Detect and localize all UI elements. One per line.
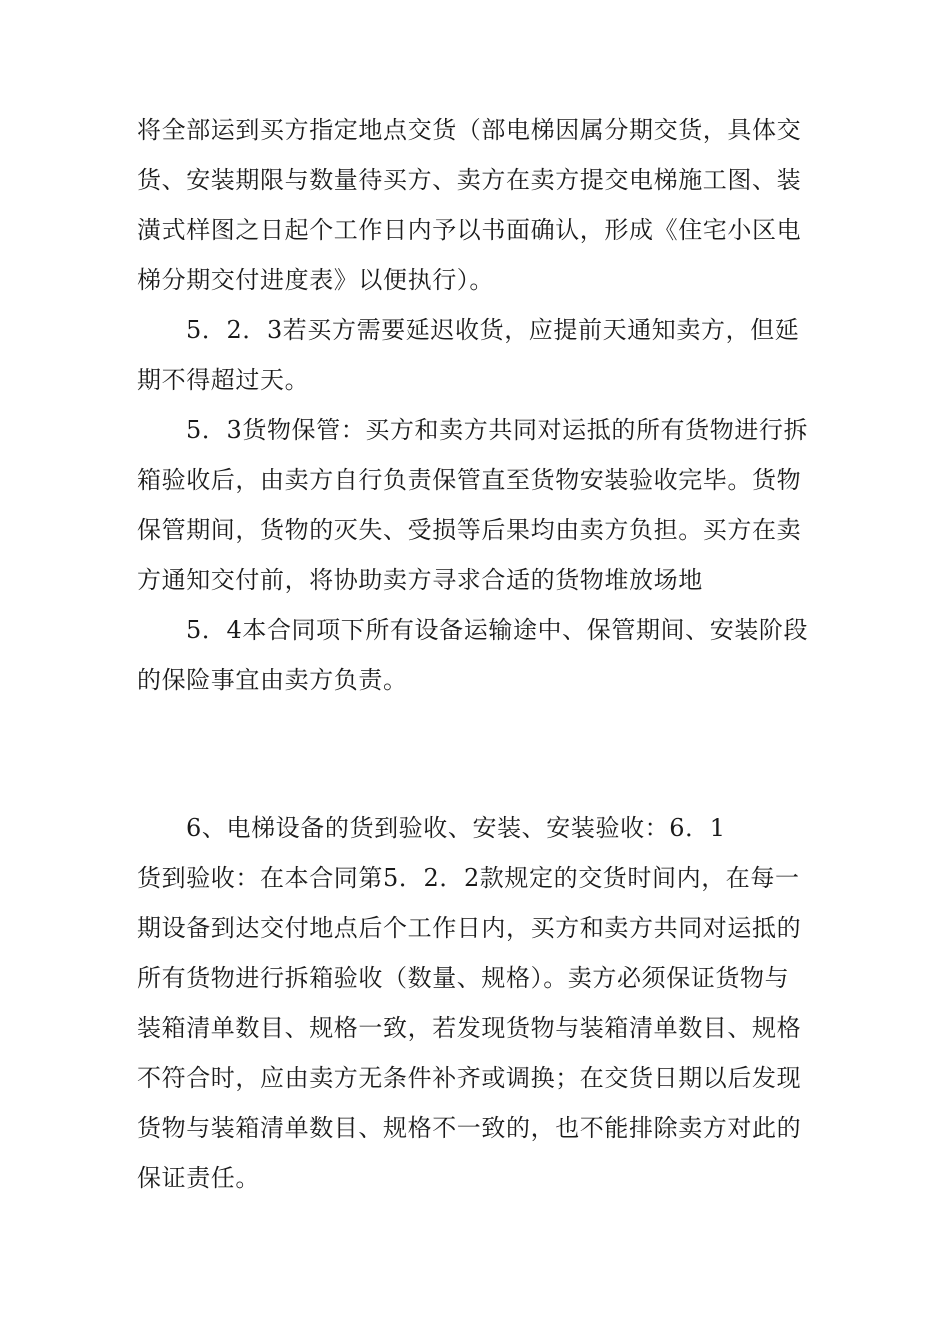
text-line: 保管期间，货物的灭失、受损等后果均由卖方负担。买方在卖 [137, 516, 802, 544]
text-line: 将全部运到买方指定地点交货（部电梯因属分期交货，具体交 [137, 116, 802, 144]
text-line: 的保险事宜由卖方负责。 [137, 666, 408, 694]
text-line: 期设备到达交付地点后个工作日内，买方和卖方共同对运抵的 [137, 914, 802, 942]
text-line: 潢式样图之日起个工作日内予以书面确认，形成《住宅小区电 [137, 216, 802, 244]
text-line: 梯分期交付进度表》以便执行）。 [137, 266, 494, 294]
section-6-heading: 6、电梯设备的货到验收、安装、安装验收：6．1 [186, 814, 726, 842]
text-line: 货、安装期限与数量待买方、卖方在卖方提交电梯施工图、装 [137, 166, 802, 194]
text-line: 货到验收：在本合同第5．2．2款规定的交货时间内，在每一 [137, 864, 800, 892]
text-line: 不符合时，应由卖方无条件补齐或调换；在交货日期以后发现 [137, 1064, 802, 1092]
clause-5-2-3: 5．2．3若买方需要延迟收货，应提前天通知卖方，但延 [186, 316, 800, 344]
text-line: 保证责任。 [137, 1164, 260, 1192]
text-line: 货物与装箱清单数目、规格不一致的，也不能排除卖方对此的 [137, 1114, 802, 1142]
text-line: 箱验收后，由卖方自行负责保管直至货物安装验收完毕。货物 [137, 466, 802, 494]
text-line: 方通知交付前，将协助卖方寻求合适的货物堆放场地 [137, 566, 703, 594]
text-line: 装箱清单数目、规格一致，若发现货物与装箱清单数目、规格 [137, 1014, 802, 1042]
clause-5-4: 5．4本合同项下所有设备运输途中、保管期间、安装阶段 [186, 616, 809, 644]
text-line: 所有货物进行拆箱验收（数量、规格）。卖方必须保证货物与 [137, 964, 790, 992]
text-line: 期不得超过天。 [137, 366, 310, 394]
clause-5-3: 5．3货物保管：买方和卖方共同对运抵的所有货物进行拆 [186, 416, 809, 444]
